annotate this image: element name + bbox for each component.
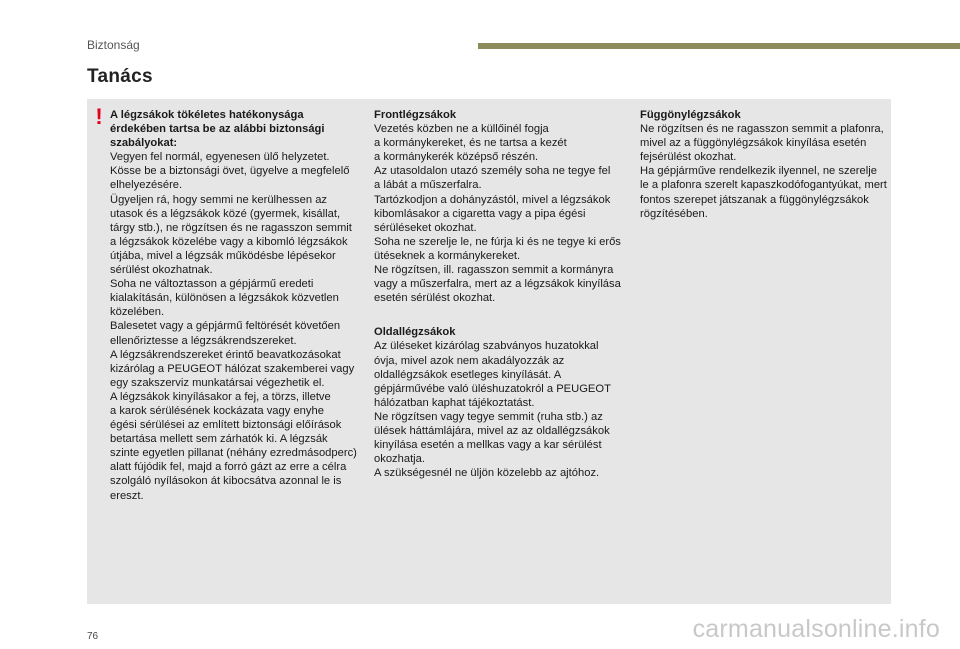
body-text-line: tárgy stb.), ne rögzítsen és ne ragasszon semmit bbox=[110, 221, 352, 234]
section-title: Biztonság bbox=[87, 38, 140, 52]
watermark: carmanualsonline.info bbox=[692, 615, 940, 643]
body-text-line: mivel az a függönylégzsákok kinyílása esetén bbox=[640, 137, 867, 150]
body-text-line: Soha ne változtasson a gépjármű eredeti bbox=[110, 278, 314, 291]
page-number: 76 bbox=[87, 631, 99, 642]
curtain-airbags-column bbox=[640, 108, 886, 221]
body-text-line: hálózatban kaphat tájékoztatást. bbox=[374, 396, 535, 409]
body-text-line: egy szakszerviz munkatársai végezhetik el. bbox=[110, 376, 325, 389]
body-text-line: ütéseknek a kormánykereket. bbox=[374, 249, 521, 262]
general-rules-column bbox=[110, 108, 357, 503]
body-text-line: a légzsákok közelébe vagy a kibomló légzsákok bbox=[110, 235, 348, 248]
body-text-line: szinte egyetlen pillanat (néhány ezredmásodperc) bbox=[110, 447, 357, 460]
body-text-line: Soha ne szerelje le, ne fúrja ki és ne tegye ki erős bbox=[374, 235, 621, 248]
body-text-line: fontos szerepet játszanak a függönylégzsákok bbox=[640, 193, 869, 206]
lead-text-line: A légzsákok tökéletes hatékonysága bbox=[110, 109, 304, 121]
body-text-line: alatt fújódik fel, majd a forró gázt az erre a célra bbox=[110, 461, 347, 474]
body-text-line: le a plafonra szerelt kapaszkodófogantyúkat, mert bbox=[640, 179, 887, 192]
body-text-line: A szükségesnél ne üljön közelebb az ajtóhoz. bbox=[374, 467, 600, 480]
body-text-line: Ha gépjárműve rendelkezik ilyennel, ne szerelje bbox=[640, 165, 877, 178]
page-heading: Tanács bbox=[87, 66, 153, 87]
lead-text-line: szabályokat: bbox=[110, 137, 178, 150]
body-text-line: szolgáló nyílásokon át kibocsátva azonnal le is bbox=[110, 475, 342, 488]
body-text-line: égési sérülései az említett biztonsági előírások bbox=[110, 419, 342, 432]
body-text-line: óvja, mivel azok nem akadályozzák az bbox=[374, 354, 565, 367]
body-text-line: A légzsákok kinyílásakor a fej, a törzs, illetve bbox=[110, 390, 331, 403]
body-text-line: kibomlásakor a cigaretta vagy a pipa égési bbox=[374, 207, 586, 220]
body-text-line: okozhatja. bbox=[374, 453, 425, 466]
body-text-line: utasok és a légzsákok közé (gyermek, kisállat, bbox=[110, 207, 341, 220]
body-text-line: a lábát a műszerfalra. bbox=[374, 179, 482, 192]
curtain-airbags-heading: Függönylégzsákok bbox=[640, 109, 741, 121]
body-text-line: elhelyezésére. bbox=[110, 179, 183, 192]
body-text-line: Vezetés közben ne a küllőinél fogja bbox=[374, 123, 549, 136]
body-text-line: ellenőriztesse a légzsákrendszereket. bbox=[110, 334, 297, 347]
body-text-line: kialakításán, különösen a légzsákok közvetlen bbox=[110, 292, 339, 305]
front-side-airbags-column bbox=[374, 108, 622, 480]
lead-text-line: érdekében tartsa be az alábbi biztonsági bbox=[110, 123, 325, 136]
body-text-line: oldallégzsákok esetleges kinyílását. A bbox=[374, 368, 562, 381]
body-text-line: A légzsákrendszereket érintő beavatkozásokat bbox=[110, 348, 341, 361]
section-header-bar bbox=[478, 43, 960, 49]
body-text-line: Ne rögzítsen vagy tegye semmit (ruha stb.) az bbox=[374, 410, 603, 423]
body-text-line: Ügyeljen rá, hogy semmi ne kerülhessen az bbox=[110, 193, 328, 206]
body-text-line: Az üléseket kizárólag szabványos huzatokkal bbox=[374, 340, 599, 353]
body-text-line: betartása mellett sem zárhatók ki. A légzsák bbox=[110, 433, 328, 446]
body-text-line: a karok sérülésének kockázata vagy enyhe bbox=[110, 404, 324, 417]
body-text-line: kinyílása esetén a mellkas vagy a kar sérülést bbox=[374, 439, 602, 452]
side-airbags-heading: Oldallégzsákok bbox=[374, 326, 456, 339]
body-text-line: fejsérülést okozhat. bbox=[640, 151, 737, 164]
warning-exclamation-icon: ! bbox=[95, 104, 103, 129]
body-text-line: közelében. bbox=[110, 306, 165, 319]
body-text-line: ereszt. bbox=[110, 489, 144, 502]
body-text-line: Vegyen fel normál, egyenesen ülő helyzetet. bbox=[110, 151, 330, 164]
body-text-line: Balesetet vagy a gépjármű feltörését követően bbox=[110, 320, 341, 333]
front-airbags-heading: Frontlégzsákok bbox=[374, 109, 457, 121]
body-text-line: vagy a műszerfalra, mert az a légzsákok kinyílása bbox=[374, 278, 621, 291]
body-text-line: esetén sérülést okozhat. bbox=[374, 292, 496, 305]
body-text-line: Ne rögzítsen és ne ragasszon semmit a plafonra, bbox=[640, 123, 884, 136]
body-text-line: a kormánykereket, és ne tartsa a kezét bbox=[374, 137, 567, 150]
body-text-line: a kormánykerék középső részén. bbox=[374, 151, 539, 164]
section-gap bbox=[374, 305, 622, 325]
body-text-line: Ne rögzítsen, ill. ragasszon semmit a kormányra bbox=[374, 264, 614, 277]
body-text-line: Az utasoldalon utazó személy soha ne tegye fel bbox=[374, 165, 611, 178]
body-text-line: ülések háttámlájára, mivel az az oldallégzsákok bbox=[374, 424, 610, 437]
body-text-line: Tartózkodjon a dohányzástól, mivel a légzsákok bbox=[374, 193, 611, 206]
body-text-line: Kösse be a biztonsági övet, ügyelve a megfelelő bbox=[110, 165, 350, 178]
body-text-line: sérülést okozhatnak. bbox=[110, 264, 213, 277]
body-text-line: sérüléseket okozhat. bbox=[374, 221, 477, 234]
body-text-line: gépjárművébe való üléshuzatokról a PEUGEOT bbox=[374, 382, 611, 395]
body-text-line: útjába, mivel a légzsák működésbe lépésekor bbox=[110, 249, 336, 262]
body-text-line: kizárólag a PEUGEOT hálózat szakemberei vagy bbox=[110, 362, 355, 375]
body-text-line: rögzítésében. bbox=[640, 207, 708, 220]
